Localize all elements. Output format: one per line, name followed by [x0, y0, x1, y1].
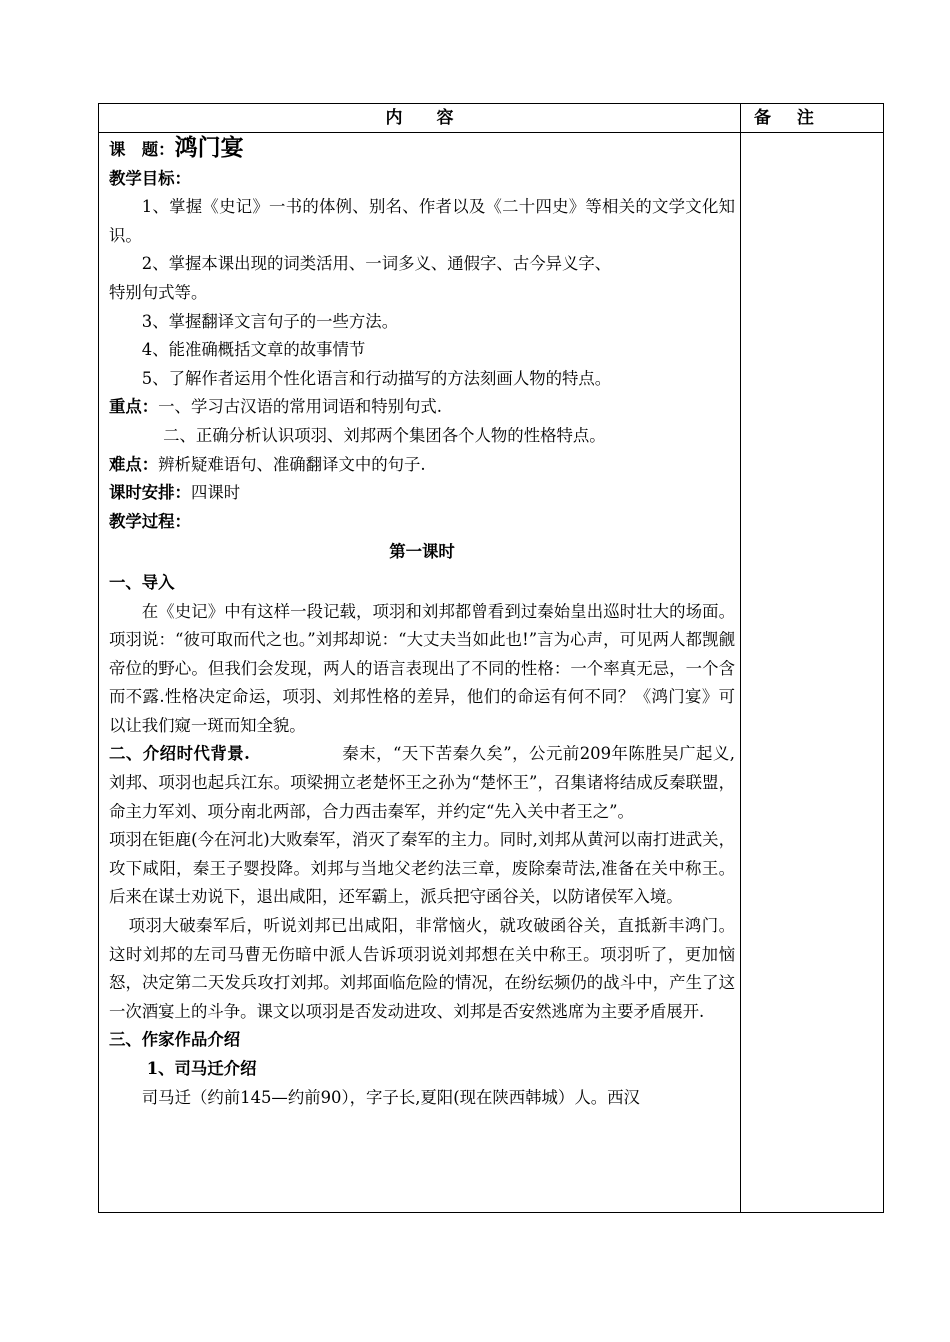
difficulties-line: [109, 451, 735, 480]
header-divider: [99, 132, 883, 133]
difficulties-label: 难点：: [109, 454, 159, 474]
lesson1-heading: 第一课时: [389, 542, 455, 562]
schedule-text: 四课时: [190, 483, 241, 503]
lesson-title-label: 课 题：: [109, 140, 175, 159]
lesson-plan-table: [98, 103, 884, 1213]
difficulties-text: 辨析疑难语句、准确翻译文中的句子.: [158, 454, 426, 474]
column-divider: [740, 104, 741, 1212]
goal-item-2: 2、掌握本课出现的词类活用、一词多义、通假字、古今异义字、: [141, 254, 612, 274]
author-text: 司马迁（约前145—约前90），字子长,夏阳(现在陕西韩城）人。西汉: [141, 1087, 640, 1107]
schedule-line: [109, 479, 735, 508]
intro-text: 在《史记》中有这样一段记载，项羽和刘邦都曾看到过秦始皇出巡时壮大的场面。项羽说：“彼可取而代之也。”刘邦却说：“大丈夫当如此也!”言为心声，可见两人都觊觎帝位的野心。但我们会发现，两人的语言表现出了不同的性格：一个率真无忌，一个含而不露.性格决定命运，项羽、刘邦性格的差异，他们的命运有何不同？《鸿门宴》可以让我们窥一斑而知全貌。: [109, 601, 735, 735]
lesson-title-line: [109, 134, 735, 165]
key-points-label: 重点：: [109, 397, 159, 417]
background-paragraph-1: [109, 740, 735, 826]
goal-item-2-cont: 特别句式等。: [109, 282, 208, 302]
notes-column-header: 备 注: [754, 108, 824, 128]
author-subheading: 1、司马迁介绍: [146, 1059, 257, 1078]
content-cell: [109, 134, 735, 1112]
schedule-label: 课时安排：: [109, 483, 191, 503]
goal-item-3: 3、掌握翻译文言句子的一些方法。: [141, 311, 399, 331]
key-point-1: 一、学习古汉语的常用词语和特别句式.: [158, 397, 443, 417]
background-text-2: 项羽在钜鹿(今在河北)大败秦军，消灭了秦军的主力。同时,刘邦从黄河以南打进武关，攻下咸阳，秦王子婴投降。刘邦与当地父老约法三章，废除秦苛法,准备在关中称王。后来在谋士劝说下，退出咸阳，还军霸上，派兵把守函谷关，以防诸侯军入境。: [109, 830, 735, 907]
background-text-1: 秦末，“天下苦秦久矣”，公元前209年陈胜吴广起义,刘邦、项羽也起兵江东。项梁拥立老楚怀王之孙为“楚怀王”，召集诸将结成反秦联盟，命主力军刘、项分南北两部，合力西击秦军，并约定“先入关中者王之”。: [109, 744, 735, 821]
author-heading: 三、作家作品介绍: [109, 1030, 241, 1050]
background-heading: 二、介绍时代背景.: [109, 744, 250, 764]
content-column-header: 内 容: [385, 108, 454, 128]
goal-item-5: 5、了解作者运用个性化语言和行动描写的方法刻画人物的特点。: [141, 368, 612, 388]
goal-item-4: 4、能准确概括文章的故事情节: [141, 340, 366, 360]
goals-heading: 教学目标：: [109, 168, 191, 188]
lesson-title: 鸿门宴: [174, 134, 244, 161]
key-point-2: 二、正确分析认识项羽、刘邦两个集团各个人物的性格特点。: [163, 425, 606, 445]
goal-item-1: 1、掌握《史记》一书的体例、别名、作者以及《二十四史》等相关的文学文化知识。: [109, 197, 735, 245]
key-points-line: [109, 393, 735, 422]
process-heading: 教学过程：: [109, 511, 191, 531]
background-text-3: 项羽大破秦军后，听说刘邦已出咸阳，非常恼火，就攻破函谷关，直抵新丰鸿门。这时刘邦的左司马曹无伤暗中派人告诉项羽说刘邦想在关中称王。项羽听了，更加恼怒，决定第二天发兵攻打刘邦。刘邦面临危险的情况，在纷纭频仍的战斗中，产生了这一次酒宴上的斗争。课文以项羽是否发动进攻、刘邦是否安然逃席为主要矛盾展开.: [109, 916, 735, 1021]
intro-heading: 一、导入: [109, 572, 175, 592]
